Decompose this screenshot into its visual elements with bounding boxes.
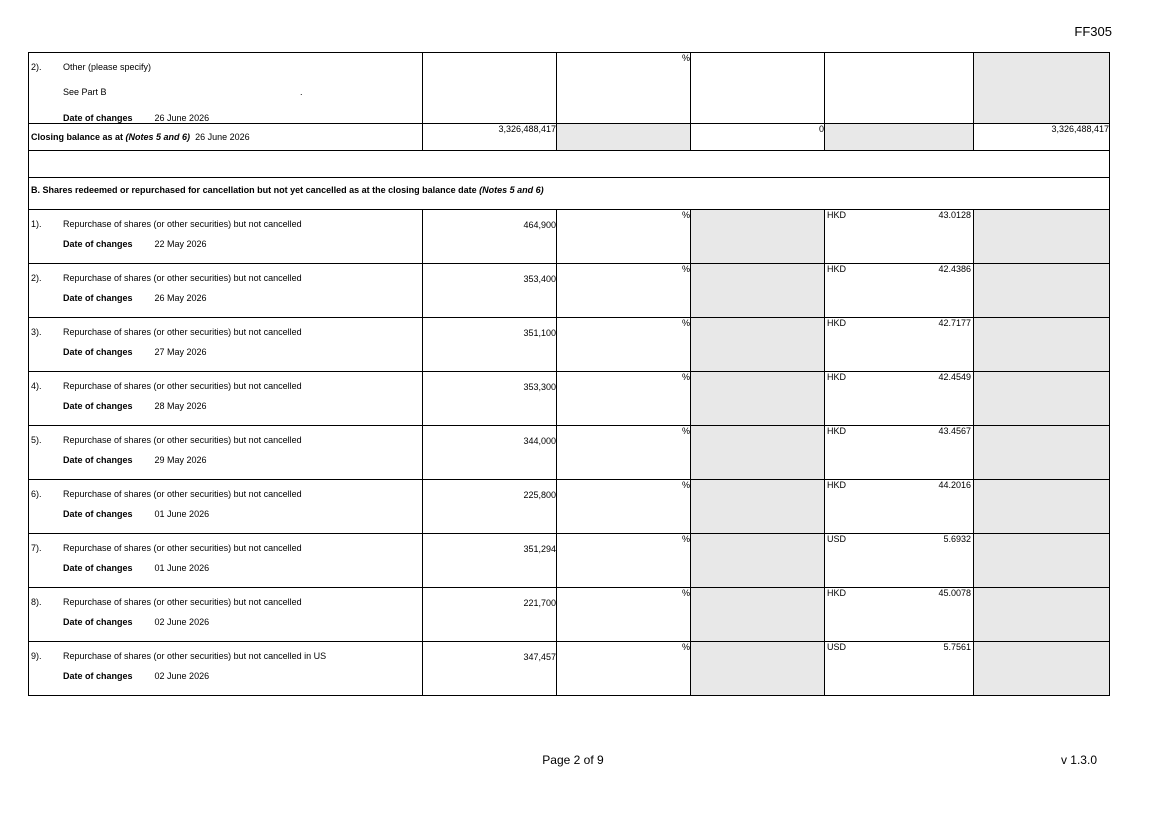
- row-date: 02 June 2026: [154, 617, 210, 627]
- row-description: Repurchase of shares (or other securities) but not cancelled: [63, 489, 302, 499]
- repurchase-description-cell: [29, 264, 423, 318]
- closing-grey-1: [557, 124, 691, 151]
- other-date: 26 June 2026: [154, 113, 210, 123]
- row-price: 43.4567: [938, 426, 971, 436]
- other-index: 2).: [31, 62, 42, 72]
- repurchase-row: [29, 642, 1110, 696]
- row-price: 5.6932: [943, 534, 971, 544]
- other-pct-cell: [557, 53, 691, 124]
- date-label: Date of changes: [63, 455, 133, 465]
- repurchase-row: [29, 318, 1110, 372]
- row-index: 7).: [31, 543, 42, 553]
- row-date: 01 June 2026: [154, 563, 210, 573]
- row-currency: HKD: [827, 372, 847, 382]
- share-movement-table: [28, 52, 1110, 696]
- closing-grey-2: [825, 124, 974, 151]
- closing-balance-label: [29, 124, 423, 151]
- page-number: Page 2 of 9: [542, 753, 604, 767]
- row-description: Repurchase of shares (or other securities) but not cancelled: [63, 597, 302, 607]
- row-price: 44.2016: [938, 480, 971, 490]
- repurchase-description-cell: [29, 480, 423, 534]
- row-percent-cell: [557, 534, 691, 588]
- closing-label-prefix: Closing balance as at: [31, 132, 124, 142]
- date-label: Date of changes: [63, 239, 133, 249]
- closing-balance-row: [29, 124, 1110, 151]
- percent-sign: %: [681, 318, 690, 328]
- row-index: 3).: [31, 327, 42, 337]
- percent-sign: %: [681, 534, 690, 544]
- other-qty-cell: [423, 53, 557, 124]
- date-label: Date of changes: [63, 671, 133, 681]
- row-percent-cell: [557, 264, 691, 318]
- closing-value-1: 3,326,488,417: [423, 124, 557, 151]
- row-date: 26 May 2026: [154, 293, 207, 303]
- repurchase-description-cell: [29, 642, 423, 696]
- row-date: 27 May 2026: [154, 347, 207, 357]
- repurchase-description-cell: [29, 534, 423, 588]
- row-index: 2).: [31, 273, 42, 283]
- row-price: 5.7561: [943, 642, 971, 652]
- row-grey-cell: [691, 426, 825, 480]
- row-price: 42.4386: [938, 264, 971, 274]
- row-date: 22 May 2026: [154, 239, 207, 249]
- row-quantity: 225,800: [423, 480, 557, 534]
- row-grey-cell-2: [974, 534, 1110, 588]
- row-date: 01 June 2026: [154, 509, 210, 519]
- row-price-cell: [825, 642, 974, 696]
- form-code: FF305: [1074, 24, 1112, 39]
- section-b-notes: (Notes 5 and 6): [479, 185, 544, 195]
- row-price-cell: [825, 426, 974, 480]
- row-description: Repurchase of shares (or other securities) but not cancelled: [63, 435, 302, 445]
- row-quantity: 351,100: [423, 318, 557, 372]
- row-date: 28 May 2026: [154, 401, 207, 411]
- row-quantity: 353,300: [423, 372, 557, 426]
- closing-value-2: 0: [691, 124, 825, 151]
- row-description: Repurchase of shares (or other securities) but not cancelled: [63, 219, 302, 229]
- row-price: 43.0128: [938, 210, 971, 220]
- section-b-title-row: [29, 178, 1110, 210]
- row-price-cell: [825, 318, 974, 372]
- row-description: Repurchase of shares (or other securities) but not cancelled: [63, 327, 302, 337]
- other-label: Other (please specify): [63, 62, 152, 72]
- closing-date: 26 June 2026: [195, 132, 250, 142]
- repurchase-description-cell: [29, 210, 423, 264]
- row-grey-cell: [691, 318, 825, 372]
- row-quantity: 353,400: [423, 264, 557, 318]
- row-percent-cell: [557, 318, 691, 372]
- row-index: 5).: [31, 435, 42, 445]
- repurchase-row: [29, 426, 1110, 480]
- row-price-cell: [825, 372, 974, 426]
- row-currency: HKD: [827, 588, 847, 598]
- other-cell-5: [825, 53, 974, 124]
- row-grey-cell-2: [974, 318, 1110, 372]
- row-price: 42.4549: [938, 372, 971, 382]
- row-price-cell: [825, 588, 974, 642]
- row-grey-cell: [691, 264, 825, 318]
- percent-sign: %: [681, 480, 690, 490]
- row-grey-cell-2: [974, 264, 1110, 318]
- row-price: 42.7177: [938, 318, 971, 328]
- repurchase-row: [29, 210, 1110, 264]
- other-description-cell: [29, 53, 423, 124]
- row-grey-cell-2: [974, 372, 1110, 426]
- row-grey-cell-2: [974, 210, 1110, 264]
- row-percent-cell: [557, 210, 691, 264]
- row-index: 8).: [31, 597, 42, 607]
- form-version: v 1.3.0: [1060, 753, 1097, 767]
- row-percent-cell: [557, 480, 691, 534]
- repurchase-row: [29, 372, 1110, 426]
- date-label: Date of changes: [63, 293, 133, 303]
- percent-sign: %: [681, 264, 690, 274]
- row-percent-cell: [557, 372, 691, 426]
- date-label: Date of changes: [63, 563, 133, 573]
- spacer-row: [29, 151, 1110, 178]
- date-label: Date of changes: [63, 113, 133, 123]
- percent-sign: %: [681, 372, 690, 382]
- row-index: 4).: [31, 381, 42, 391]
- row-date: 29 May 2026: [154, 455, 207, 465]
- repurchase-description-cell: [29, 588, 423, 642]
- repurchase-description-cell: [29, 372, 423, 426]
- row-currency: HKD: [827, 480, 847, 490]
- other-specify-mark: .: [300, 87, 303, 97]
- percent-sign: %: [681, 210, 690, 220]
- row-grey-cell: [691, 642, 825, 696]
- closing-value-3: 3,326,488,417: [974, 124, 1110, 151]
- row-price-cell: [825, 534, 974, 588]
- date-label: Date of changes: [63, 509, 133, 519]
- row-currency: HKD: [827, 318, 847, 328]
- row-currency: HKD: [827, 264, 847, 274]
- row-grey-cell-2: [974, 480, 1110, 534]
- row-grey-cell: [691, 372, 825, 426]
- row-percent-cell: [557, 588, 691, 642]
- row-grey-cell: [691, 588, 825, 642]
- date-label: Date of changes: [63, 347, 133, 357]
- repurchase-description-cell: [29, 426, 423, 480]
- closing-notes: (Notes 5 and 6): [125, 132, 191, 142]
- row-percent-cell: [557, 642, 691, 696]
- row-currency: USD: [827, 534, 847, 544]
- percent-sign: %: [681, 426, 690, 436]
- row-currency: HKD: [827, 426, 847, 436]
- repurchase-description-cell: [29, 318, 423, 372]
- row-description: Repurchase of shares (or other securities) but not cancelled in US: [63, 651, 327, 661]
- section-b-title-text: B. Shares redeemed or repurchased for cancellation but not yet cancelled as at the closing balance date: [31, 185, 477, 195]
- row-index: 6).: [31, 489, 42, 499]
- row-quantity: 221,700: [423, 588, 557, 642]
- row-grey-cell: [691, 480, 825, 534]
- other-cell-6: [974, 53, 1110, 124]
- row-price-cell: [825, 480, 974, 534]
- row-description: Repurchase of shares (or other securities) but not cancelled: [63, 543, 302, 553]
- repurchase-row: [29, 264, 1110, 318]
- row-currency: HKD: [827, 210, 847, 220]
- row-quantity: 344,000: [423, 426, 557, 480]
- other-cell-4: [691, 53, 825, 124]
- other-specify-text: See Part B: [63, 87, 107, 97]
- date-label: Date of changes: [63, 617, 133, 627]
- percent-sign: %: [681, 53, 690, 63]
- row-index: 1).: [31, 219, 42, 229]
- repurchase-row: [29, 534, 1110, 588]
- percent-sign: %: [681, 642, 690, 652]
- row-percent-cell: [557, 426, 691, 480]
- percent-sign: %: [681, 588, 690, 598]
- row-grey-cell-2: [974, 426, 1110, 480]
- repurchase-row: [29, 588, 1110, 642]
- section-b-title: [29, 178, 1110, 210]
- row-quantity: 347,457: [423, 642, 557, 696]
- repurchase-row: [29, 480, 1110, 534]
- row-description: Repurchase of shares (or other securities) but not cancelled: [63, 273, 302, 283]
- row-price-cell: [825, 264, 974, 318]
- row-price-cell: [825, 210, 974, 264]
- row-price: 45.0078: [938, 588, 971, 598]
- row-date: 02 June 2026: [154, 671, 210, 681]
- date-label: Date of changes: [63, 401, 133, 411]
- row-currency: USD: [827, 642, 847, 652]
- row-grey-cell: [691, 210, 825, 264]
- row-quantity: 351,294: [423, 534, 557, 588]
- row-grey-cell-2: [974, 588, 1110, 642]
- row-grey-cell: [691, 534, 825, 588]
- row-description: Repurchase of shares (or other securities) but not cancelled: [63, 381, 302, 391]
- row-quantity: 464,900: [423, 210, 557, 264]
- row-grey-cell-2: [974, 642, 1110, 696]
- row-index: 9).: [31, 651, 42, 661]
